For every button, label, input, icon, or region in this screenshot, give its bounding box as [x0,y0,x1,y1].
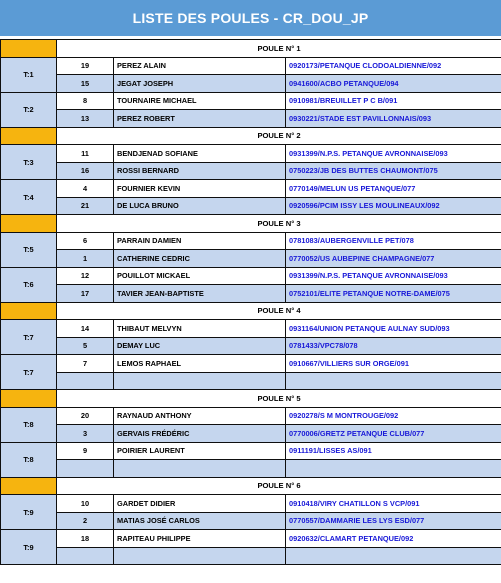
club-info: 0930221/STADE EST PAVILLONNAIS/093 [286,110,501,128]
player-name: ROSSI BERNARD [114,162,286,180]
seed-number: 11 [57,145,114,163]
club-info [286,460,501,478]
terrain-cell: T:4 [1,180,57,215]
player-row [1,530,501,548]
poule-marker [1,477,57,495]
seed-number: 20 [57,407,114,425]
club-info: 0770557/DAMMARIE LES LYS ESD/077 [286,512,501,530]
club-info: 0920632/CLAMART PETANQUE/092 [286,530,501,548]
player-row [1,372,501,390]
club-info: 0931399/N.P.S. PETANQUE AVRONNAISE/093 [286,267,501,285]
player-name [114,460,286,478]
player-row [1,442,501,460]
player-row [1,232,501,250]
player-row [1,337,501,355]
club-info [286,372,501,390]
player-name [114,372,286,390]
club-info [286,547,501,565]
terrain-cell: T:7 [1,320,57,355]
player-name: CATHERINE CEDRIC [114,250,286,268]
poule-marker [1,215,57,233]
seed-number: 1 [57,250,114,268]
player-row [1,425,501,443]
poule-header-row [1,390,501,408]
player-row [1,267,501,285]
player-name: RAYNAUD ANTHONY [114,407,286,425]
player-row [1,197,501,215]
player-name: BENDJENAD SOFIANE [114,145,286,163]
player-row [1,92,501,110]
poule-title: POULE N° 2 [57,127,501,145]
player-name: MATIAS JOSÉ CARLOS [114,512,286,530]
club-info: 0931164/UNION PETANQUE AULNAY SUD/093 [286,320,501,338]
seed-number: 4 [57,180,114,198]
seed-number: 8 [57,92,114,110]
club-info: 0781433/VPC78/078 [286,337,501,355]
seed-number: 13 [57,110,114,128]
player-name: POIRIER LAURENT [114,442,286,460]
player-row [1,57,501,75]
player-name: GARDET DIDIER [114,495,286,513]
player-name: TAVIER JEAN-BAPTISTE [114,285,286,303]
club-info: 0770149/MELUN US PETANQUE/077 [286,180,501,198]
poule-header-row [1,215,501,233]
player-name: RAPITEAU PHILIPPE [114,530,286,548]
poule-title: POULE N° 6 [57,477,501,495]
player-name: FOURNIER KEVIN [114,180,286,198]
seed-number [57,460,114,478]
club-info: 0910667/VILLIERS SUR ORGE/091 [286,355,501,373]
club-info: 0752101/ELITE PETANQUE NOTRE-DAME/075 [286,285,501,303]
seed-number: 3 [57,425,114,443]
poule-title: POULE N° 3 [57,215,501,233]
seed-number [57,372,114,390]
club-info: 0920278/S M MONTROUGE/092 [286,407,501,425]
player-row [1,110,501,128]
player-name: PEREZ ALAIN [114,57,286,75]
terrain-cell: T:8 [1,407,57,442]
player-row [1,495,501,513]
seed-number: 7 [57,355,114,373]
poule-title: POULE N° 4 [57,302,501,320]
poules-table [0,39,501,565]
poule-title: POULE N° 1 [57,40,501,58]
club-info: 0920596/PCIM ISSY LES MOULINEAUX/092 [286,197,501,215]
poule-header-row [1,477,501,495]
player-row [1,180,501,198]
seed-number: 14 [57,320,114,338]
player-row [1,547,501,565]
player-name: PEREZ ROBERT [114,110,286,128]
player-name: POUILLOT MICKAEL [114,267,286,285]
club-info: 0770052/US AUBEPINE CHAMPAGNE/077 [286,250,501,268]
seed-number: 5 [57,337,114,355]
terrain-cell: T:8 [1,442,57,477]
seed-number: 9 [57,442,114,460]
seed-number: 16 [57,162,114,180]
player-name: LEMOS RAPHAEL [114,355,286,373]
seed-number: 6 [57,232,114,250]
player-row [1,460,501,478]
club-info: 0910418/VIRY CHATILLON S VCP/091 [286,495,501,513]
player-row [1,250,501,268]
seed-number: 12 [57,267,114,285]
seed-number: 2 [57,512,114,530]
seed-number: 19 [57,57,114,75]
player-row [1,512,501,530]
player-name: JEGAT JOSEPH [114,75,286,93]
terrain-cell: T:1 [1,57,57,92]
player-row [1,407,501,425]
terrain-cell: T:7 [1,355,57,390]
poule-marker [1,127,57,145]
terrain-cell: T:3 [1,145,57,180]
player-row [1,162,501,180]
seed-number: 21 [57,197,114,215]
seed-number [57,547,114,565]
club-info: 0931399/N.P.S. PETANQUE AVRONNAISE/093 [286,145,501,163]
page-title: LISTE DES POULES - CR_DOU_JP [0,0,501,36]
player-row [1,145,501,163]
club-info: 0911191/LISSES AS/091 [286,442,501,460]
club-info: 0781083/AUBERGENVILLE PET/078 [286,232,501,250]
terrain-cell: T:9 [1,530,57,565]
player-name: THIBAUT MELVYN [114,320,286,338]
poule-header-row [1,40,501,58]
player-name: DE LUCA BRUNO [114,197,286,215]
player-name: GERVAIS FRÉDÉRIC [114,425,286,443]
terrain-cell: T:5 [1,232,57,267]
poule-title: POULE N° 5 [57,390,501,408]
seed-number: 10 [57,495,114,513]
poule-marker [1,390,57,408]
player-name: TOURNAIRE MICHAEL [114,92,286,110]
seed-number: 18 [57,530,114,548]
poule-header-row [1,302,501,320]
player-row [1,320,501,338]
terrain-cell: T:2 [1,92,57,127]
poule-marker [1,302,57,320]
player-row [1,75,501,93]
poule-marker [1,40,57,58]
player-row [1,285,501,303]
terrain-cell: T:6 [1,267,57,302]
club-info: 0941600/ACBO PETANQUE/094 [286,75,501,93]
club-info: 0910981/BREUILLET P C B/091 [286,92,501,110]
club-info: 0770006/GRETZ PETANQUE CLUB/077 [286,425,501,443]
player-name: PARRAIN DAMIEN [114,232,286,250]
terrain-cell: T:9 [1,495,57,530]
club-info: 0750223/JB DES BUTTES CHAUMONT/075 [286,162,501,180]
player-name [114,547,286,565]
player-name: DEMAY LUC [114,337,286,355]
seed-number: 15 [57,75,114,93]
club-info: 0920173/PETANQUE CLODOALDIENNE/092 [286,57,501,75]
poule-header-row [1,127,501,145]
seed-number: 17 [57,285,114,303]
player-row [1,355,501,373]
